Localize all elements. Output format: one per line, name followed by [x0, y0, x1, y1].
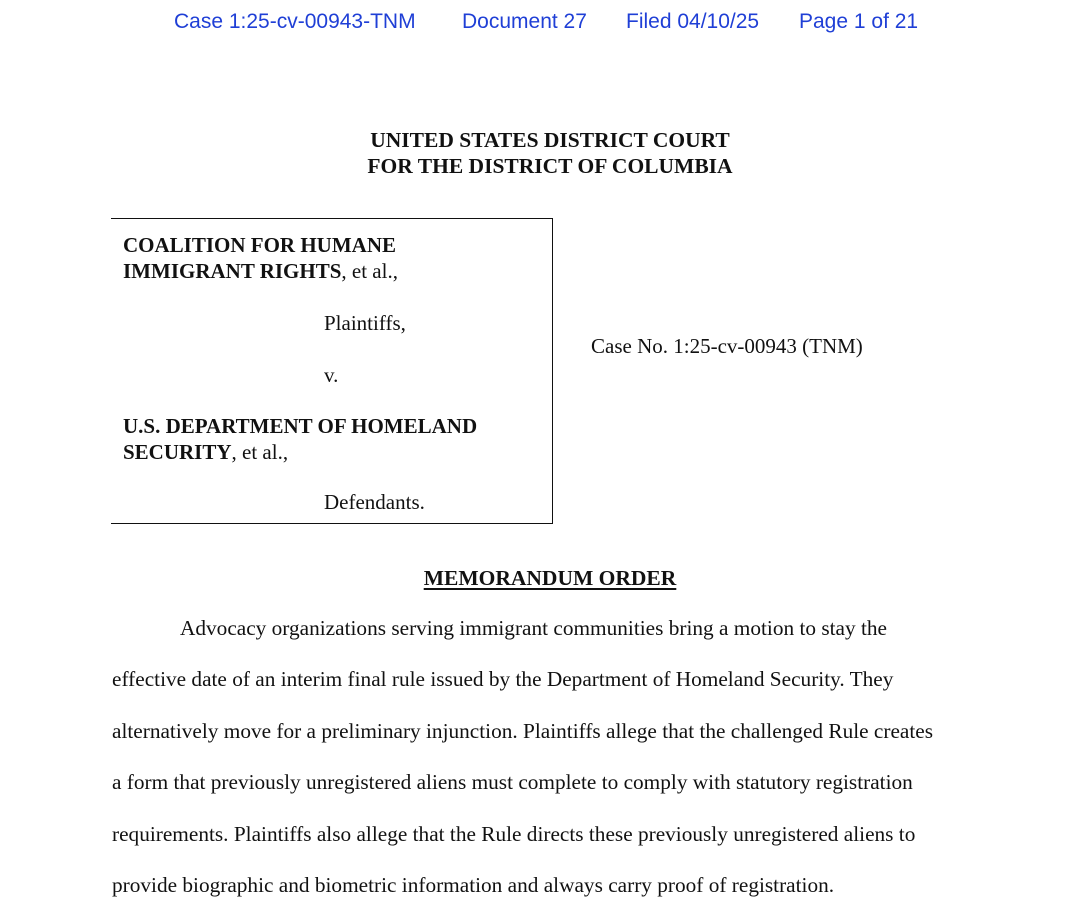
- body-line-5: requirements. Plaintiffs also allege that the Rule directs these previously unregistered aliens to: [112, 822, 916, 846]
- header-filed-date: Filed 04/10/25: [626, 10, 760, 33]
- body-line-3: alternatively move for a preliminary injunction. Plaintiffs allege that the challenged Rule creates: [112, 719, 934, 743]
- case-caption-box: [111, 218, 553, 524]
- court-title-line2: FOR THE DISTRICT OF COLUMBIA: [367, 154, 733, 178]
- plaintiff-name-line2: [123, 258, 398, 284]
- body-line-1: Advocacy organizations serving immigrant communities bring a motion to stay the: [180, 616, 887, 640]
- versus: v.: [324, 363, 339, 387]
- defendant-name-line2-bold: SECURITY: [123, 440, 232, 464]
- memorandum-title: [0, 566, 1080, 591]
- header-page-count: Page 1 of 21: [799, 10, 919, 33]
- plaintiff-name-line2-bold: IMMIGRANT RIGHTS: [123, 259, 342, 283]
- body-line-6: provide biographic and biometric information and always carry proof of registration.: [112, 873, 835, 897]
- plaintiff-et-al: , et al.,: [341, 259, 398, 283]
- header-case-number: Case 1:25-cv-00943-TNM: [174, 10, 416, 33]
- defendant-name: [123, 413, 477, 465]
- defendant-role: Defendants.: [324, 490, 425, 514]
- memorandum-title-text: MEMORANDUM ORDER: [423, 566, 677, 590]
- defendant-name-line1: U.S. DEPARTMENT OF HOMELAND: [123, 414, 478, 438]
- plaintiff-role: Plaintiffs,: [324, 311, 406, 335]
- defendant-name-line2: [123, 439, 477, 465]
- ecf-header: [0, 10, 1080, 42]
- body-line-4: a form that previously unregistered aliens must complete to comply with statutory registration: [112, 770, 913, 794]
- defendant-et-al: , et al.,: [231, 440, 289, 464]
- body-line-2: effective date of an interim final rule issued by the Department of Homeland Security. They: [112, 667, 894, 691]
- header-document-number: Document 27: [462, 10, 587, 33]
- plaintiff-name-line1: COALITION FOR HUMANE: [123, 233, 397, 257]
- plaintiff-name: [123, 232, 398, 284]
- court-title-line1: UNITED STATES DISTRICT COURT: [370, 128, 730, 152]
- case-number: Case No. 1:25-cv-00943 (TNM): [591, 334, 863, 358]
- court-title: [0, 127, 1080, 179]
